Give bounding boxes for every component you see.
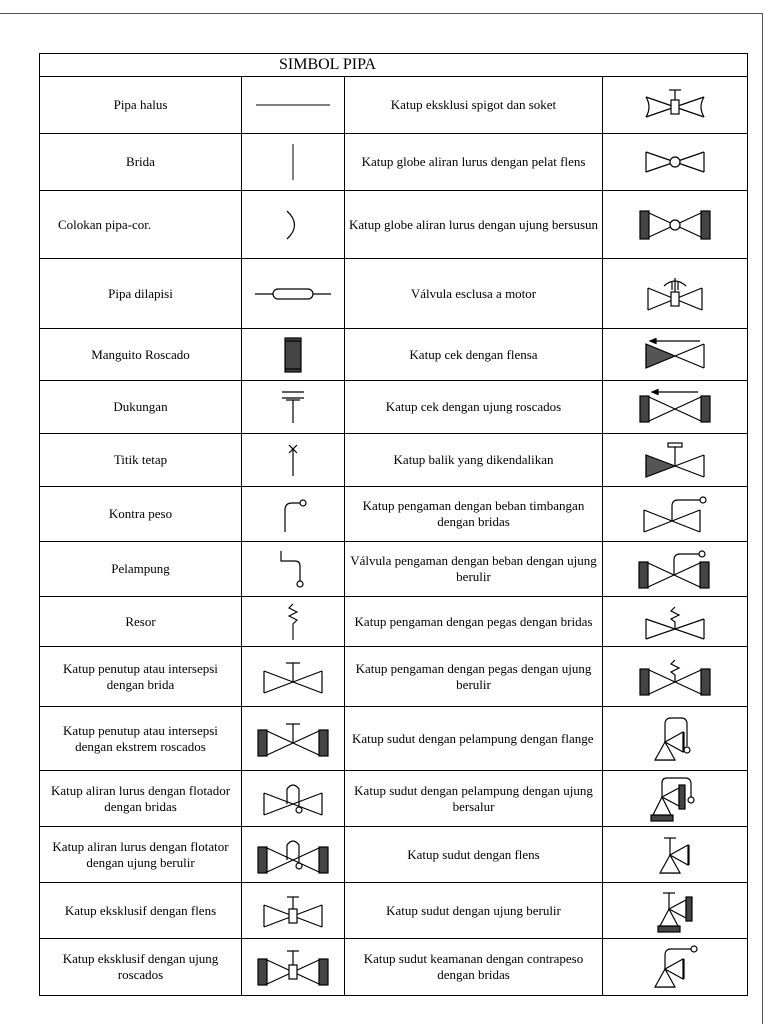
float-icon bbox=[242, 542, 345, 597]
symbol-label-right: Katup balik yang dikendalikan bbox=[345, 434, 603, 487]
table-row bbox=[40, 134, 748, 191]
symbol-label-right: Katup sudut dengan ujung berulir bbox=[345, 883, 603, 939]
symbol-label-right: Katup globe aliran lurus dengan ujung bersusun bbox=[345, 191, 603, 259]
stop-valve-flange-icon bbox=[242, 647, 345, 707]
table-row bbox=[40, 487, 748, 542]
symbol-label-left: Katup eksklusif dengan flens bbox=[40, 883, 242, 939]
table-row bbox=[40, 883, 748, 939]
symbol-label-right-text: Katup pengaman dengan beban timbangan dengan bridas bbox=[362, 498, 585, 529]
page-frame-top bbox=[0, 13, 762, 14]
support-icon bbox=[242, 381, 345, 434]
counterweight-icon bbox=[242, 487, 345, 542]
table-row bbox=[40, 542, 748, 597]
weighted-safety-valve-threaded-icon bbox=[603, 542, 748, 597]
angle-safety-valve-counterweight-icon bbox=[603, 939, 748, 996]
symbol-label-left: Pipa halus bbox=[40, 77, 242, 134]
cast-pipe-plug-icon bbox=[242, 191, 345, 259]
table-row bbox=[40, 707, 748, 771]
table-row bbox=[40, 77, 748, 134]
symbol-label-right: Katup pengaman dengan pegas dengan ujung berulir bbox=[345, 647, 603, 707]
angle-valve-float-threaded-icon bbox=[603, 771, 748, 827]
flange-icon bbox=[242, 134, 345, 191]
exclusive-valve-threaded-icon bbox=[242, 939, 345, 996]
symbol-label-left: Titik tetap bbox=[40, 434, 242, 487]
weighted-safety-valve-flange-icon bbox=[603, 487, 748, 542]
spigot-socket-valve-icon bbox=[603, 77, 748, 134]
globe-valve-socket-icon bbox=[603, 191, 748, 259]
table-title: SIMBOL PIPA bbox=[40, 54, 748, 77]
float-valve-flange-icon bbox=[242, 771, 345, 827]
table-row bbox=[40, 827, 748, 883]
table-title-row bbox=[40, 54, 748, 77]
fixed-point-icon bbox=[242, 434, 345, 487]
symbol-label-right: Katup sudut keamanan dengan contrapeso dengan bridas bbox=[345, 939, 603, 996]
symbol-label-left: Pipa dilapisi bbox=[40, 259, 242, 329]
globe-valve-flange-icon bbox=[603, 134, 748, 191]
symbol-label-left: Colokan pipa-cor. bbox=[40, 191, 242, 259]
table-row bbox=[40, 597, 748, 647]
table-row bbox=[40, 434, 748, 487]
table-row bbox=[40, 771, 748, 827]
controlled-check-valve-icon bbox=[603, 434, 748, 487]
symbol-label-right: Válvula pengaman dengan beban dengan ujung berulir bbox=[345, 542, 603, 597]
check-valve-flange-icon bbox=[603, 329, 748, 381]
table-row bbox=[40, 259, 748, 329]
symbol-label-right: Katup cek dengan flensa bbox=[345, 329, 603, 381]
exclusive-valve-flange-icon bbox=[242, 883, 345, 939]
angle-valve-float-flange-icon bbox=[603, 707, 748, 771]
symbol-label-left: Brida bbox=[40, 134, 242, 191]
table-row bbox=[40, 329, 748, 381]
spring-safety-valve-flange-icon bbox=[603, 597, 748, 647]
symbol-label-right: Katup eksklusi spigot dan soket bbox=[345, 77, 603, 134]
angle-valve-threaded-icon bbox=[603, 883, 748, 939]
symbol-label-left: Kontra peso bbox=[40, 487, 242, 542]
symbol-label-left: Katup aliran lurus dengan flotador dengan bridas bbox=[40, 771, 242, 827]
symbol-label-right: Katup globe aliran lurus dengan pelat flens bbox=[345, 134, 603, 191]
pipe-symbol-table bbox=[39, 53, 748, 996]
symbol-label-right: Katup pengaman dengan pegas dengan bridas bbox=[345, 597, 603, 647]
table-row bbox=[40, 647, 748, 707]
table-row bbox=[40, 381, 748, 434]
symbol-label-right: Katup sudut dengan pelampung dengan flange bbox=[345, 707, 603, 771]
page-frame-right bbox=[762, 13, 763, 1024]
symbol-label-left: Katup penutup atau intersepsi dengan ekstrem roscados bbox=[40, 707, 242, 771]
symbol-label-left: Manguito Roscado bbox=[40, 329, 242, 381]
table-row bbox=[40, 939, 748, 996]
symbol-label-right: Katup sudut dengan pelampung dengan ujung bersalur bbox=[345, 771, 603, 827]
symbol-label-right: Katup sudut dengan flens bbox=[345, 827, 603, 883]
symbol-label-left: Dukungan bbox=[40, 381, 242, 434]
symbol-label-left: Katup eksklusif dengan ujung roscados bbox=[40, 939, 242, 996]
symbol-label-left: Resor bbox=[40, 597, 242, 647]
spring-safety-valve-threaded-icon bbox=[603, 647, 748, 707]
symbol-label-right: Katup cek dengan ujung roscados bbox=[345, 381, 603, 434]
float-valve-threaded-icon bbox=[242, 827, 345, 883]
angle-valve-flange-icon bbox=[603, 827, 748, 883]
symbol-label-right: Válvula esclusa a motor bbox=[345, 259, 603, 329]
stop-valve-threaded-icon bbox=[242, 707, 345, 771]
smooth-pipe-icon bbox=[242, 77, 345, 134]
motor-gate-valve-icon bbox=[603, 259, 748, 329]
symbol-label-left: Pelampung bbox=[40, 542, 242, 597]
table-row bbox=[40, 191, 748, 259]
threaded-sleeve-icon bbox=[242, 329, 345, 381]
symbol-label-left: Katup aliran lurus dengan flotator dengan ujung berulir bbox=[40, 827, 242, 883]
check-valve-threaded-icon bbox=[603, 381, 748, 434]
spring-icon bbox=[242, 597, 345, 647]
symbol-label-right bbox=[345, 487, 603, 542]
symbol-label-left: Katup penutup atau intersepsi dengan brida bbox=[40, 647, 242, 707]
coated-pipe-icon bbox=[242, 259, 345, 329]
